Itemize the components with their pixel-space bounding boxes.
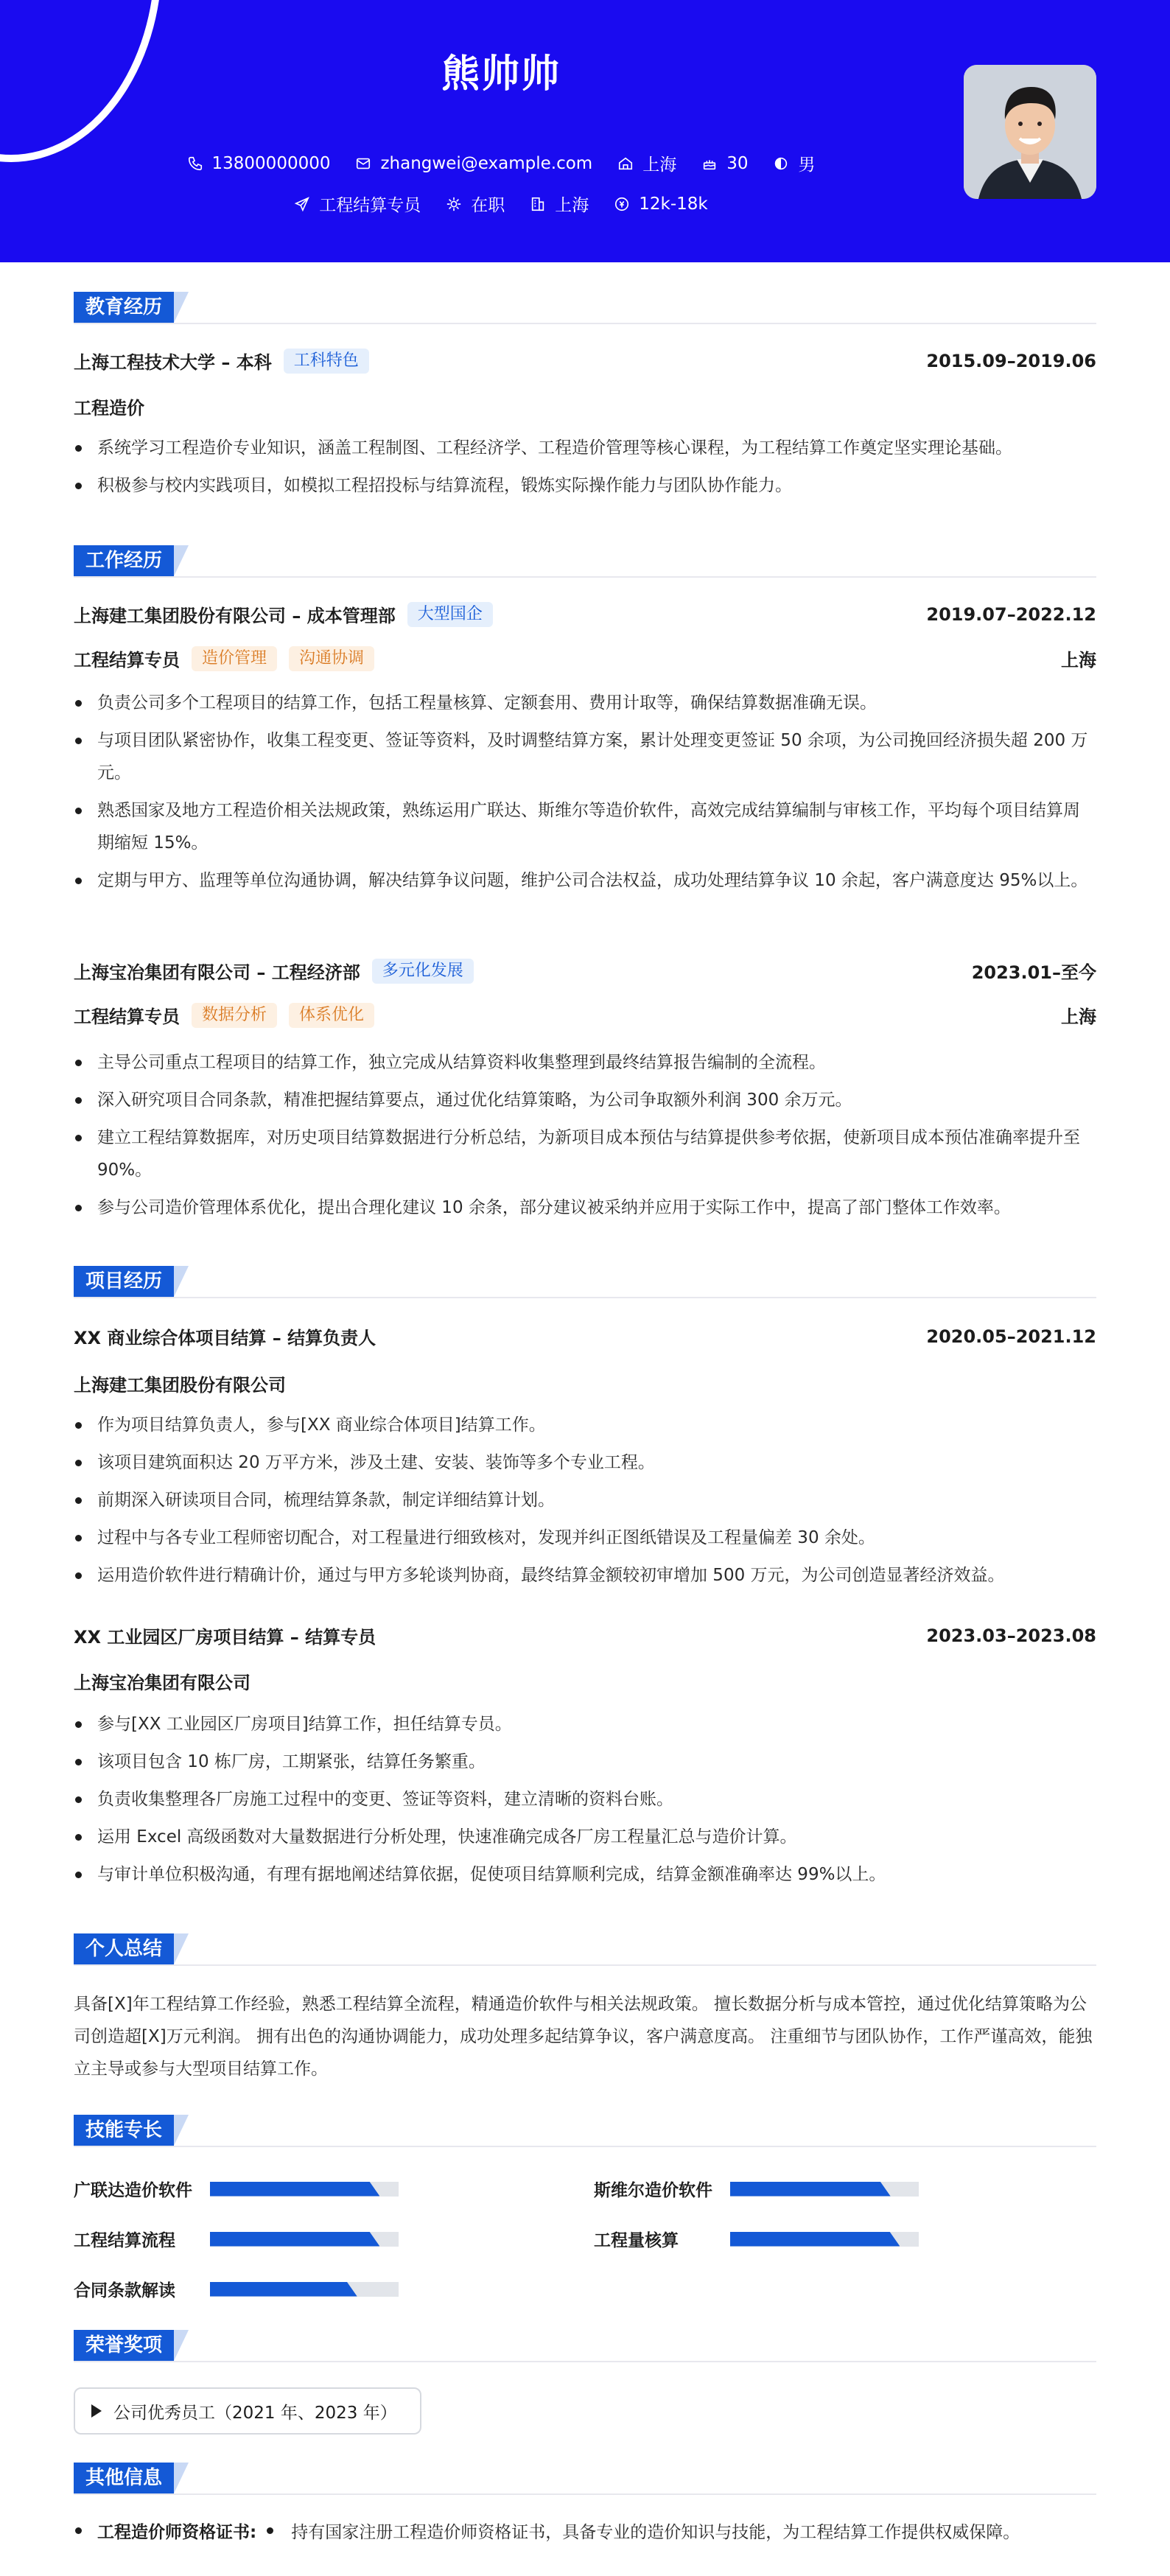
school-name: 上海工程技术大学 – 本科 xyxy=(74,352,272,373)
section-projects xyxy=(74,1264,1096,1298)
award-item xyxy=(74,2387,421,2435)
section-skills xyxy=(74,2113,1096,2147)
project-period: 2023.03–2023.08 xyxy=(926,1625,1096,1646)
phone-icon xyxy=(187,155,203,172)
coin-icon xyxy=(614,196,630,212)
position-item xyxy=(294,192,421,216)
sparkle-icon xyxy=(446,196,462,212)
role-tag: 造价管理 xyxy=(192,646,277,671)
company-badge: 多元化发展 xyxy=(372,959,474,984)
education-period: 2015.09–2019.06 xyxy=(926,350,1096,371)
role-row-2 xyxy=(74,1002,1096,1028)
skill-name: 斯维尔造价软件 xyxy=(594,2181,712,2200)
skill-name: 工程量核算 xyxy=(594,2231,679,2250)
major-name: 工程造价 xyxy=(74,398,144,419)
position-text: 工程结算专员 xyxy=(319,196,421,215)
city-item xyxy=(617,151,676,175)
list-item: 负责公司多个工程项目的结算工作，包括工程量核算、定额套用、费用计取等，确保结算数据准确无误。 xyxy=(74,687,1096,719)
project-company-row-2 xyxy=(74,1668,1096,1694)
role-row-1 xyxy=(74,645,1096,671)
list-item: 深入研究项目合同条款，精准把握结算要点，通过优化结算策略，为公司争取额外利润 300 余万元。 xyxy=(74,1084,1096,1116)
age-item xyxy=(701,154,748,173)
portrait-image xyxy=(964,65,1096,199)
skill-item xyxy=(74,2177,399,2201)
project-company: 上海宝冶集团有限公司 xyxy=(74,1673,251,1693)
company-name: 上海建工集团股份有限公司 – 成本管理部 xyxy=(74,606,396,626)
list-item: 过程中与各专业工程师密切配合，对工程量进行细致核对，发现并纠正图纸错误及工程量偏差 30 余处。 xyxy=(74,1522,1096,1554)
skill-fill xyxy=(210,2232,379,2247)
role-tag: 沟通协调 xyxy=(289,646,374,671)
section-title: 项目经历 xyxy=(74,1266,174,1297)
role-name: 工程结算专员 xyxy=(74,1007,180,1027)
list-item: 运用造价软件进行精确计价，通过与甲方多轮谈判协商，最终结算金额较初审增加 500 万元，为公司创造显著经济效益。 xyxy=(74,1559,1096,1592)
list-item: 负责收集整理各厂房施工过程中的变更、签证等资料，建立清晰的资料台账。 xyxy=(74,1783,1096,1816)
company-name: 上海宝冶集团有限公司 – 工程经济部 xyxy=(74,962,360,983)
section-other xyxy=(74,2461,1096,2495)
gender-item xyxy=(773,151,815,175)
project-bullets-1 xyxy=(74,1409,1096,1597)
gender-icon xyxy=(773,155,789,172)
bullet-icon xyxy=(75,2527,82,2534)
city-text: 上海 xyxy=(642,155,677,175)
project-title: XX 商业综合体项目结算 – 结算负责人 xyxy=(74,1328,376,1348)
list-item: 主导公司重点工程项目的结算工作，独立完成从结算资料收集整理到最终结算报告编制的全流程。 xyxy=(74,1046,1096,1079)
list-item: 参与[XX 工业园区厂房项目]结算工作，担任结算专员。 xyxy=(74,1708,1096,1740)
skill-name: 合同条款解读 xyxy=(74,2281,175,2300)
status-text: 在职 xyxy=(471,196,505,215)
major-row xyxy=(74,393,1096,419)
project-row-2 xyxy=(74,1623,1096,1648)
section-title: 教育经历 xyxy=(74,292,174,323)
avatar xyxy=(964,65,1096,199)
skill-item xyxy=(594,2177,919,2201)
company-badge: 大型国企 xyxy=(407,602,493,627)
school-badge: 工科特色 xyxy=(284,349,369,374)
work-bullets-1 xyxy=(74,687,1096,902)
project-period: 2020.05–2021.12 xyxy=(926,1326,1096,1347)
list-item: 作为项目结算负责人，参与[XX 商业综合体项目]结算工作。 xyxy=(74,1409,1096,1441)
project-row-1 xyxy=(74,1323,1096,1349)
email-text: zhangwei@example.com xyxy=(380,153,593,173)
work-location: 上海 xyxy=(1061,650,1096,671)
phone-text: 13800000000 xyxy=(211,153,331,173)
section-title: 荣誉奖项 xyxy=(74,2330,174,2361)
salary-item xyxy=(614,195,707,214)
skill-bar xyxy=(730,2182,919,2197)
skill-name: 工程结算流程 xyxy=(74,2231,175,2250)
building-icon xyxy=(530,196,546,212)
work-location: 上海 xyxy=(1061,1007,1096,1027)
skill-item xyxy=(594,2227,919,2251)
target-city-item xyxy=(530,192,589,216)
home-icon xyxy=(617,155,634,172)
status-item xyxy=(446,192,505,216)
section-title: 技能专长 xyxy=(74,2115,174,2146)
role-tag: 数据分析 xyxy=(192,1003,277,1028)
mail-icon xyxy=(355,155,371,172)
gender-text: 男 xyxy=(798,155,816,175)
skill-bar xyxy=(210,2232,399,2247)
section-title: 个人总结 xyxy=(74,1933,174,1964)
skill-bar xyxy=(730,2232,919,2247)
list-item: 系统学习工程造价专业知识，涵盖工程制图、工程经济学、工程造价管理等核心课程，为工程结算工作奠定坚实理论基础。 xyxy=(74,432,1096,464)
skill-bar xyxy=(210,2182,399,2197)
education-bullets xyxy=(74,432,1096,507)
email-item xyxy=(355,154,592,173)
work-period: 2019.07–2022.12 xyxy=(926,603,1096,625)
send-icon xyxy=(294,196,310,212)
skill-fill xyxy=(730,2182,891,2197)
skill-bar xyxy=(210,2282,399,2297)
list-item: 运用 Excel 高级函数对大量数据进行分析处理，快速准确完成各厂房工程量汇总与造价计算。 xyxy=(74,1821,1096,1853)
list-item: 该项目建筑面积达 20 万平方米，涉及土建、安装、装饰等多个专业工程。 xyxy=(74,1446,1096,1479)
list-item: 与审计单位积极沟通，有理有据地阐述结算依据，促使项目结算顺利完成，结算金额准确率达 99%以上。 xyxy=(74,1858,1096,1891)
skill-fill xyxy=(210,2182,379,2197)
education-row xyxy=(74,348,1096,374)
list-item: 积极参与校内实践项目，如模拟工程招投标与结算流程，锻炼实际操作能力与团队协作能力。 xyxy=(74,469,1096,502)
list-item: 熟悉国家及地方工程造价相关法规政策，熟练运用广联达、斯维尔等造价软件，高效完成结算编制与审核工作，平均每个项目结算周期缩短 15%。 xyxy=(74,794,1096,859)
other-info-value: 持有国家注册工程造价师资格证书，具备专业的造价知识与技能，为工程结算工作提供权威保障。 xyxy=(291,2523,1020,2542)
work-period: 2023.01–至今 xyxy=(971,962,1096,983)
list-item: 建立工程结算数据库，对历史项目结算数据进行分析总结，为新项目成本预估与结算提供参考依据，使新项目成本预估准确率提升至 90%。 xyxy=(74,1121,1096,1186)
project-company: 上海建工集团股份有限公司 xyxy=(74,1375,286,1396)
skill-name: 广联达造价软件 xyxy=(74,2181,192,2200)
list-item: 前期深入研读项目合同，梳理结算条款，制定详细结算计划。 xyxy=(74,1484,1096,1516)
age-text: 30 xyxy=(726,153,749,173)
section-summary xyxy=(74,1932,1096,1966)
cake-icon xyxy=(701,155,718,172)
skill-fill xyxy=(730,2232,900,2247)
project-bullets-2 xyxy=(74,1708,1096,1896)
work-row-2 xyxy=(74,958,1096,984)
job-intent-row xyxy=(0,192,1002,216)
target-city-text: 上海 xyxy=(555,196,589,215)
contact-row xyxy=(0,151,1002,175)
salary-text: 12k-18k xyxy=(639,194,708,214)
role-name: 工程结算专员 xyxy=(74,650,180,671)
phone-item xyxy=(187,154,331,173)
other-info-item xyxy=(74,2519,1096,2543)
bullet-icon xyxy=(267,2527,273,2534)
triangle-right-icon xyxy=(91,2404,102,2418)
section-education xyxy=(74,290,1096,324)
work-bullets-2 xyxy=(74,1046,1096,1229)
skill-item xyxy=(74,2227,399,2251)
project-company-row-1 xyxy=(74,1371,1096,1396)
skill-fill xyxy=(210,2282,357,2297)
list-item: 参与公司造价管理体系优化，提出合理化建议 10 余条，部分建议被采纳并应用于实际工作中，提高了部门整体工作效率。 xyxy=(74,1191,1096,1224)
work-row-1 xyxy=(74,601,1096,627)
list-item: 与项目团队紧密协作，收集工程变更、签证等资料，及时调整结算方案，累计处理变更签证 50 余项，为公司挽回经济损失超 200 万元。 xyxy=(74,724,1096,789)
award-text: 公司优秀员工（2021 年、2023 年） xyxy=(113,2403,397,2423)
summary-text: 具备[X]年工程结算工作经验，熟悉工程结算全流程，精通造价软件与相关法规政策。 擅长数据分析与成本管控，通过优化结算策略为公司创造超[X]万元利润。 拥有出色的沟通协调能力，成功处理多起结算争议，客户满意度高。 注重细节与团队协作，工作严谨高效，能独立主导或参与大型项目结算工作。 xyxy=(74,1995,1093,2079)
section-awards xyxy=(74,2328,1096,2362)
section-title: 其他信息 xyxy=(74,2463,174,2493)
section-title: 工作经历 xyxy=(74,545,174,576)
resume-header xyxy=(0,0,1170,262)
candidate-name: 熊帅帅 xyxy=(441,52,561,97)
section-work xyxy=(74,544,1096,578)
project-title: XX 工业园区厂房项目结算 – 结算专员 xyxy=(74,1627,376,1648)
skill-item xyxy=(74,2277,399,2301)
other-info-key: 工程造价师资格证书: xyxy=(97,2523,257,2542)
list-item: 该项目包含 10 栋厂房，工期紧张，结算任务繁重。 xyxy=(74,1746,1096,1778)
list-item: 定期与甲方、监理等单位沟通协调，解决结算争议问题，维护公司合法权益，成功处理结算争议 10 余起，客户满意度达 95%以上。 xyxy=(74,864,1096,897)
role-tag: 体系优化 xyxy=(289,1003,374,1028)
